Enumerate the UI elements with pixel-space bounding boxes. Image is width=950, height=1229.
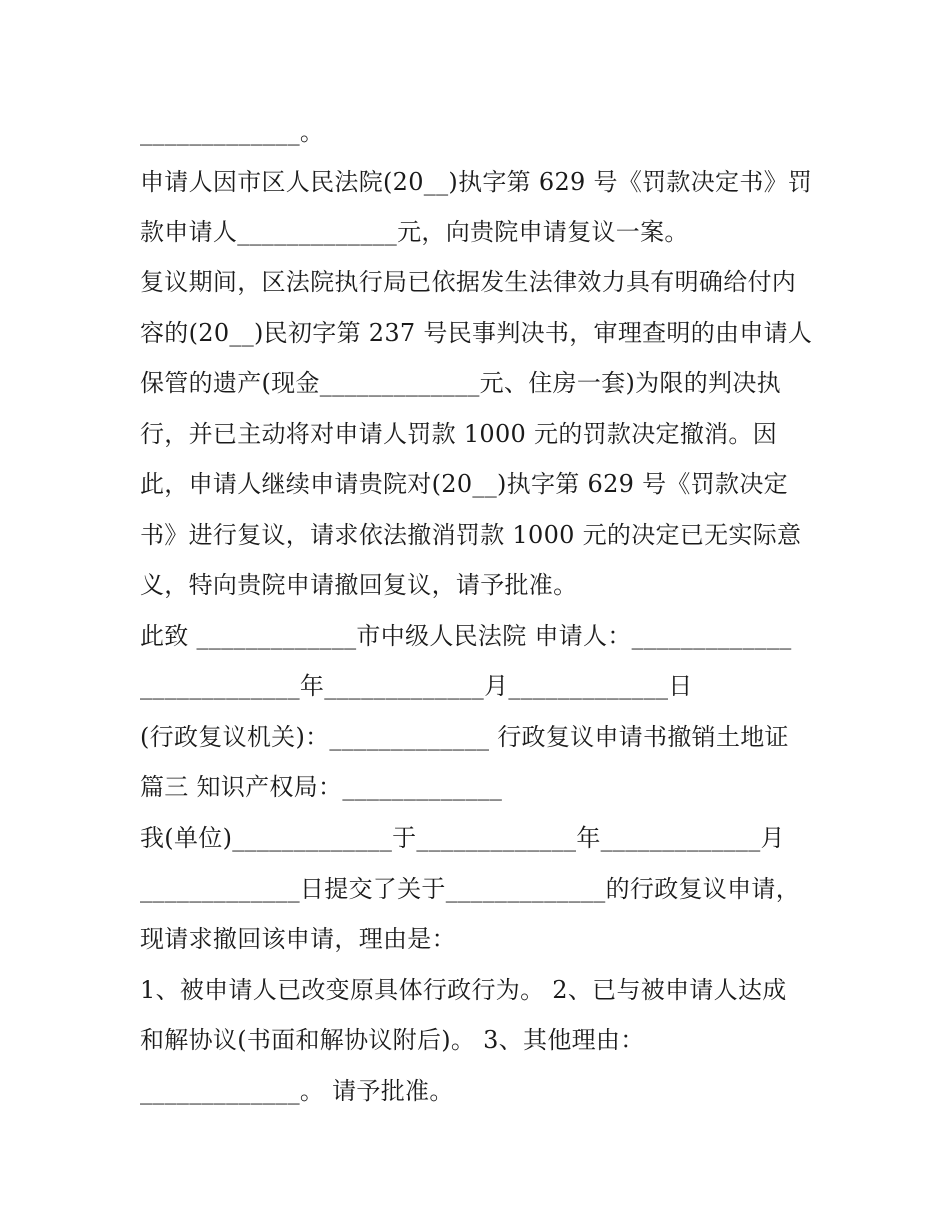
text-line: 保管的遗产(现金_____________元、住房一套)为限的判决执: [140, 369, 781, 397]
text-line: 此致 _____________市中级人民法院 申请人：_____________: [140, 622, 792, 650]
text-line: 和解协议(书面和解协议附后)。 3、其他理由：: [140, 1026, 645, 1054]
text-line: _____________。 请予批准。: [140, 1077, 454, 1105]
text-line: (行政复议机关)：_____________ 行政复议申请书撤销土地证: [140, 723, 789, 751]
text-line: _____________年_____________月_____________日: [140, 672, 693, 700]
text-line: 1、被申请人已改变原具体行政行为。 2、已与被申请人达成: [140, 976, 787, 1004]
text-line: 现请求撤回该申请，理由是：: [140, 925, 456, 953]
text-line: 申请人因市区人民法院(20__)执字第 629 号《罚款决定书》罚: [140, 168, 813, 196]
text-line: _____________。: [140, 118, 325, 146]
text-line: 此，申请人继续申请贵院对(20__)执字第 629 号《罚款决定: [140, 470, 788, 498]
text-line: 书》进行复议，请求依法撤消罚款 1000 元的决定已无实际意: [140, 521, 802, 549]
text-line: 义，特向贵院申请撤回复议，请予批准。: [140, 571, 578, 599]
text-line: 容的(20__)民初字第 237 号民事判决书，审理查明的由申请人: [140, 319, 813, 347]
text-line: 行，并已主动将对申请人罚款 1000 元的罚款决定撤消。因: [140, 420, 778, 448]
text-line: 款申请人_____________元，向贵院申请复议一案。: [140, 218, 689, 246]
text-line: 复议期间，区法院执行局已依据发生法律效力具有明确给付内: [140, 268, 797, 296]
text-line: 我(单位)_____________于_____________年_____________月: [140, 824, 785, 852]
text-line: _____________日提交了关于_____________的行政复议申请，: [140, 875, 800, 903]
text-line: 篇三 知识产权局：_____________: [140, 773, 503, 801]
